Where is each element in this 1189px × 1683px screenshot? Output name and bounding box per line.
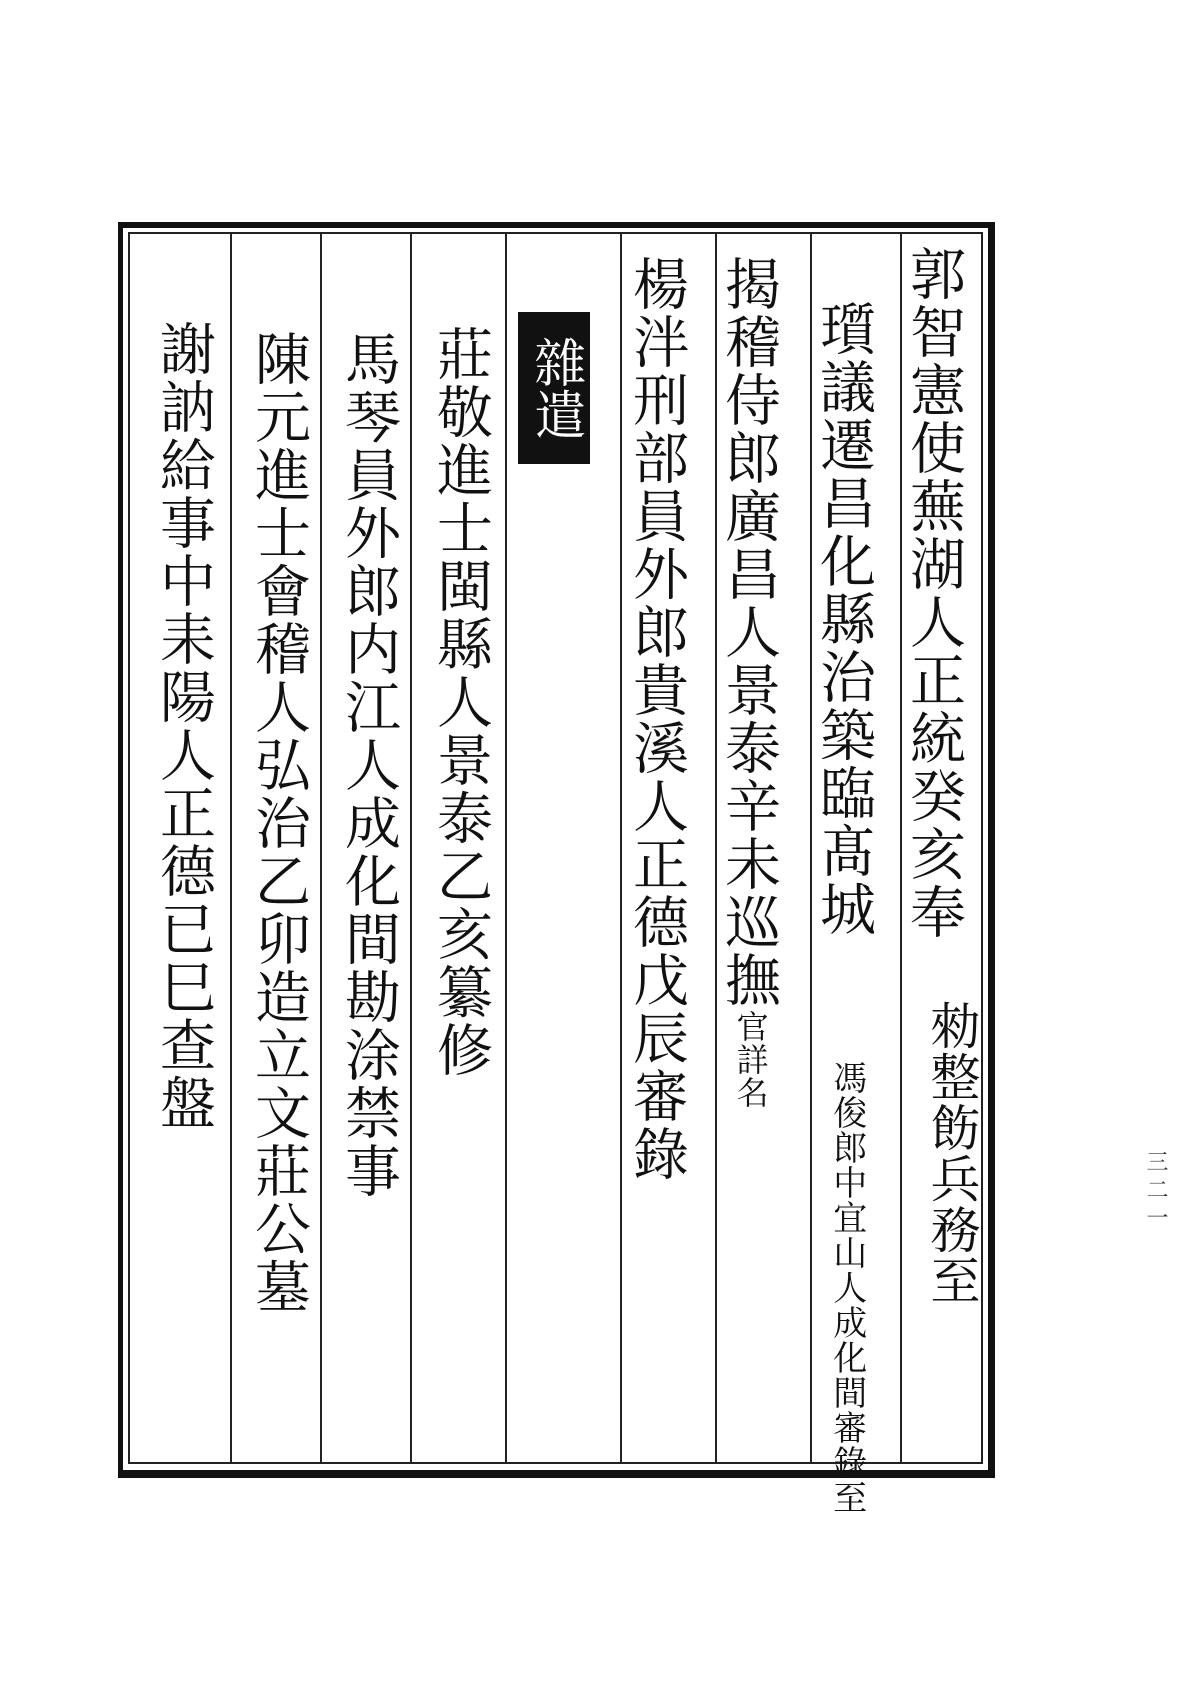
text-column-1-note: 勑整飭兵務至 [922, 1000, 981, 1306]
text-column-1: 郭智憲使蕪湖人正統癸亥奉 [901, 245, 966, 941]
margin-page-mark: 三二一 [1143, 1150, 1168, 1234]
column-rule [410, 234, 412, 1462]
section-heading: 雜遣 [518, 312, 590, 464]
text-column-6: 莊敬進士閩縣人景泰乙亥纂修 [428, 325, 493, 1079]
text-column-2: 瓆議遷昌化縣治築臨髙城 [811, 300, 876, 938]
text-column-7: 馬琴員外郎内江人成化間勘涂禁事 [336, 330, 401, 1200]
text-column-3: 揭稽侍郎廣昌人景泰辛未巡撫 [716, 255, 781, 1009]
fold-edge [118, 530, 136, 950]
column-rule [620, 234, 622, 1462]
column-rule [320, 234, 322, 1462]
column-rule [505, 234, 507, 1462]
text-column-8: 陳元進士會稽人弘治乙卯造立文莊公墓 [246, 330, 311, 1316]
text-column-4: 楊泮刑部員外郎貴溪人正德戊辰審錄 [624, 255, 689, 1183]
text-column-2-note: 馮俊郎中宜山人成化間審錄至 [826, 1060, 867, 1515]
text-column-9: 謝訥給事中耒陽人正德已巳查盤 [151, 320, 216, 1132]
text-column-3-note: 官詳名 [731, 1010, 770, 1109]
column-rule [230, 234, 232, 1462]
